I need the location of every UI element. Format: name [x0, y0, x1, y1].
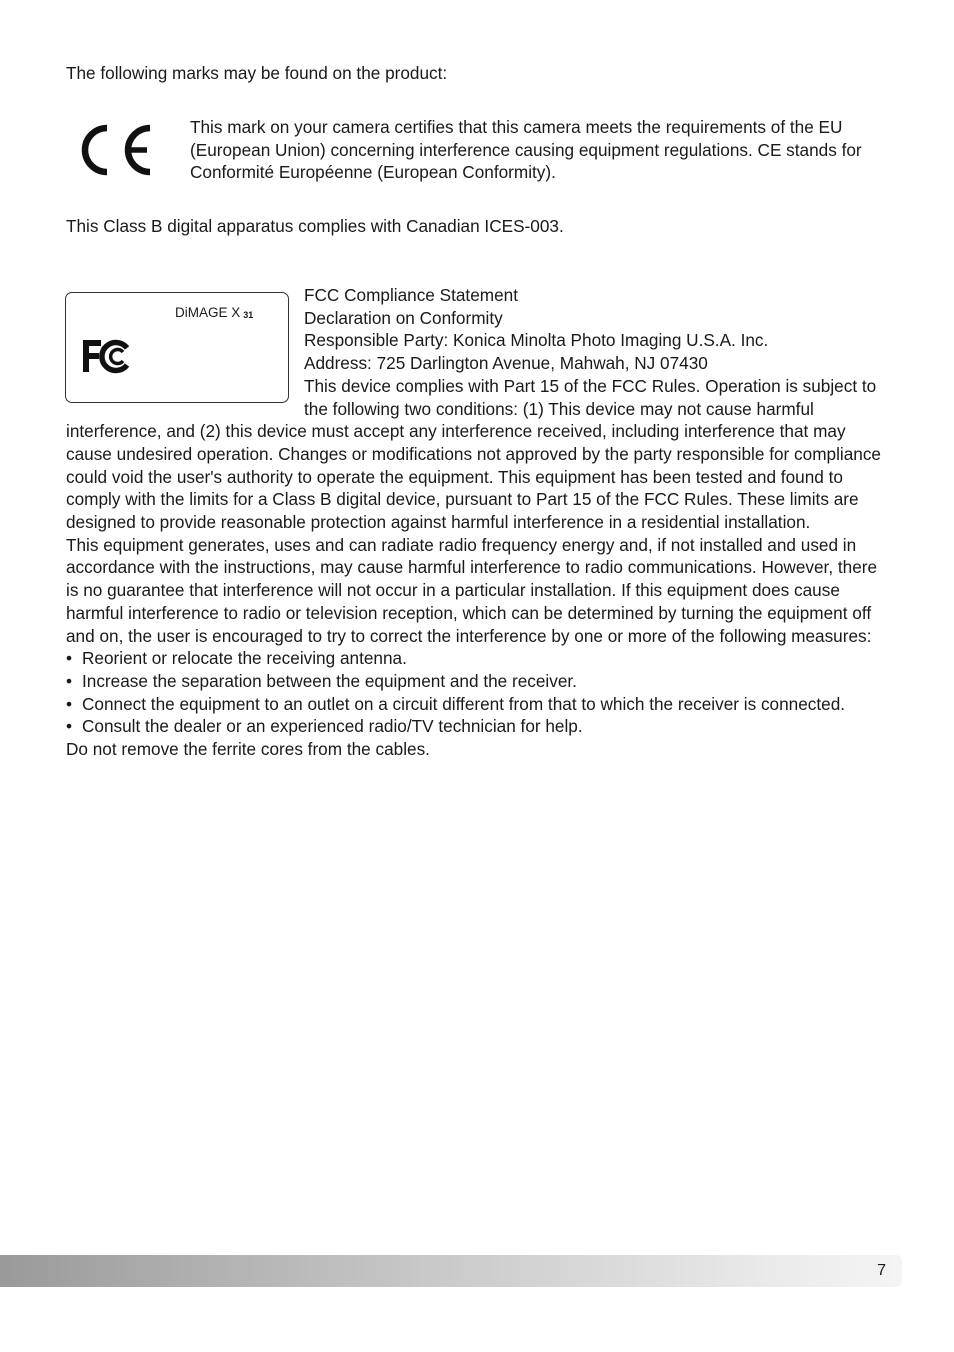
ce-mark-icon	[78, 122, 154, 178]
fcc-box-spacer	[66, 284, 304, 420]
model-number: 31	[243, 310, 254, 320]
intro-text: The following marks may be found on the product:	[66, 63, 448, 83]
list-item: • Consult the dealer or an experienced radio/TV technician for help.	[66, 715, 881, 738]
list-item: • Connect the equipment to an outlet on a circuit different from that to which the receiver is connected.	[66, 693, 881, 716]
fcc-paragraph-1: This device complies with Part 15 of the FCC Rules. Operation is subject to the following two conditions: (1) This device may not cause harmful interference, and (2) this device must accept any interference received, including interference that may cause undesired operation. Changes or modifications not approved by the party responsible for compliance could void the user's authority to operate the equipment. This equipment has been tested and found to comply with the limits for a Class B digital device, pursuant to Part 15 of the FCC Rules. These limits are designed to provide reasonable protection against harmful interference in a residential installation.	[66, 375, 881, 533]
fcc-address: Address: 725 Darlington Avenue, Mahwah, NJ 07430	[304, 353, 708, 374]
page-number: 7	[877, 1262, 886, 1279]
fcc-measures-list	[66, 647, 881, 738]
fcc-responsible-party: Responsible Party: Konica Minolta Photo Imaging U.S.A. Inc.	[304, 330, 769, 351]
ices-statement: This Class B digital apparatus complies with Canadian ICES-003.	[66, 216, 564, 236]
ce-description: This mark on your camera certifies that this camera meets the requirements of the EU (European Union) concerning interference causing equipment regulations. CE stands for Conformité Européenne (European Conformity).	[190, 117, 862, 183]
fcc-paragraph-2: This equipment generates, uses and can radiate radio frequency energy and, if not installed and used in accordance with the instructions, may cause harmful interference to radio communications. However, there is no guarantee that interference will not occur in a particular installation. If this equipment does cause harmful interference to radio or television reception, which can be determined by turning the equipment off and on, the user is encouraged to try to correct the interference by one or more of the following measures:	[66, 534, 878, 646]
list-item: • Increase the separation between the equipment and the receiver.	[66, 670, 881, 693]
fcc-statement	[66, 284, 881, 761]
model-name: DiMAGE X	[175, 305, 241, 320]
fcc-closing: Do not remove the ferrite cores from the cables.	[66, 739, 430, 760]
list-item: • Reorient or relocate the receiving antenna.	[66, 647, 881, 670]
footer-bar	[0, 1255, 902, 1287]
fcc-declaration: Declaration on Conformity	[304, 307, 503, 328]
fcc-heading: FCC Compliance Statement	[304, 285, 518, 305]
